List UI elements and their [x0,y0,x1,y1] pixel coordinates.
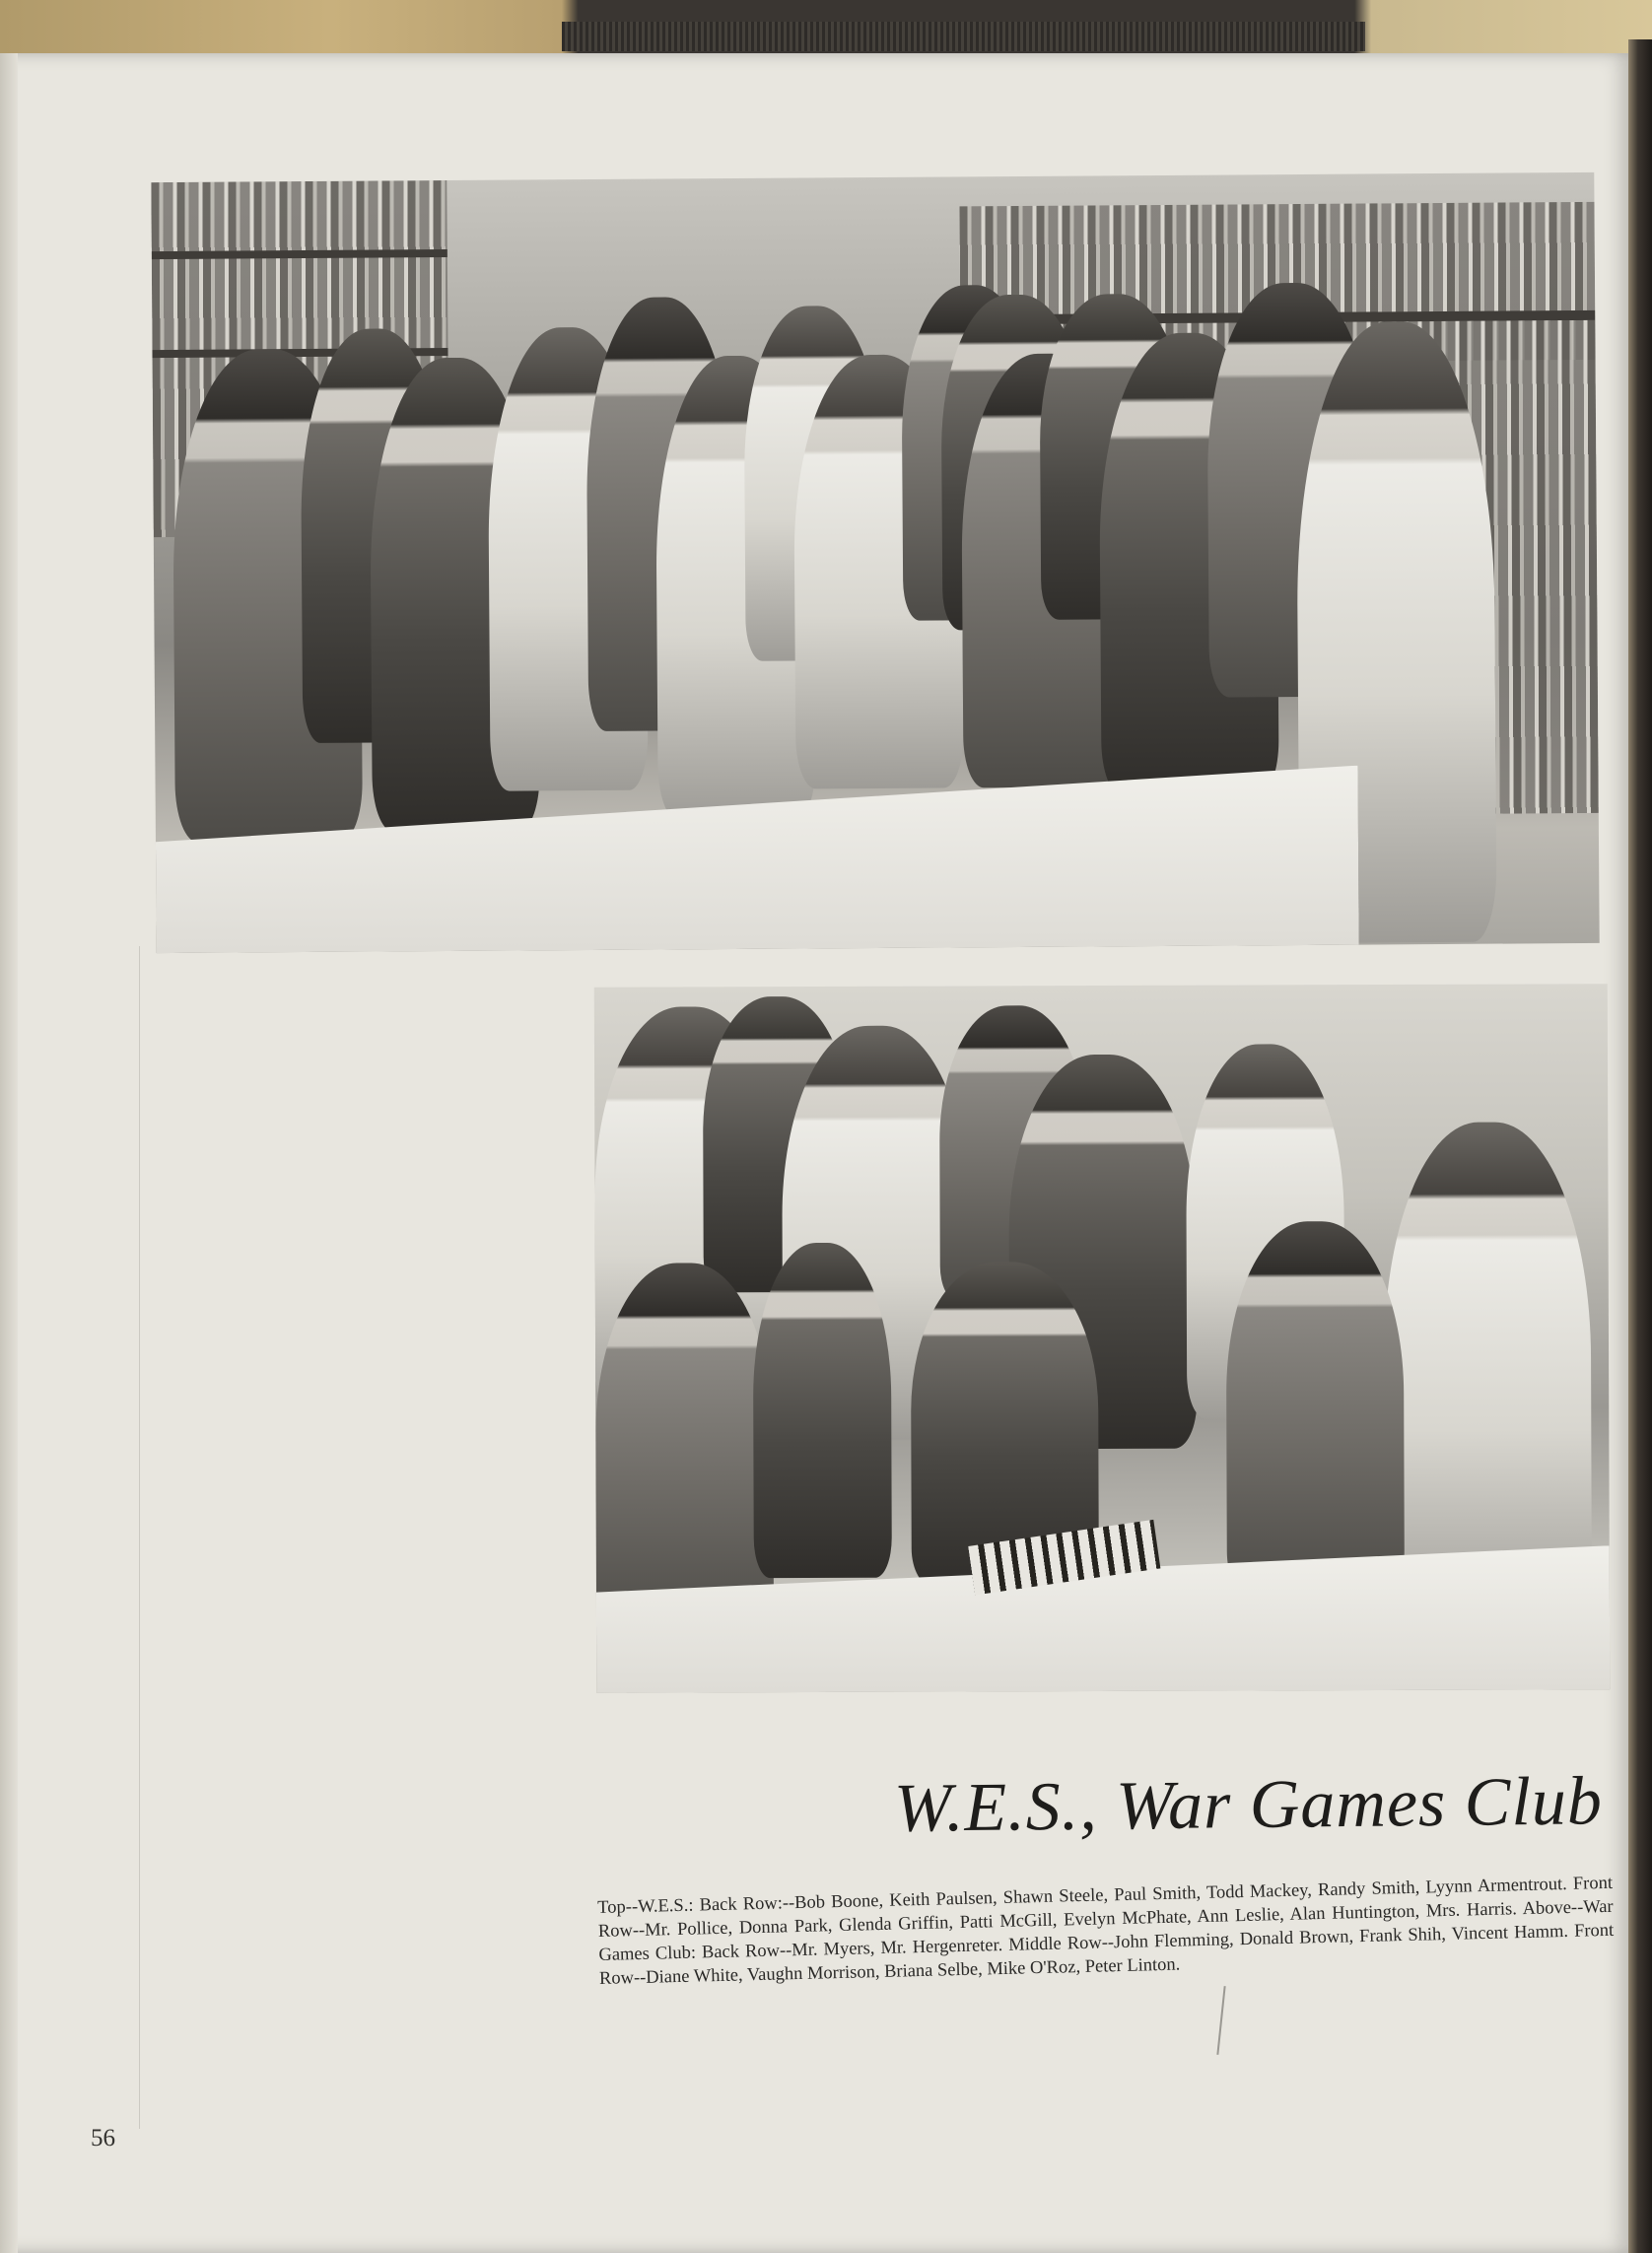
page-edge [0,53,18,2253]
binding-stripe [562,22,1365,51]
page-title: W.E.S., War Games Club [893,1763,1604,1847]
page-number: 56 [91,2125,115,2151]
page-crease [139,946,140,2129]
person [595,1263,774,1638]
book-spine-edge [1628,39,1652,2253]
book-binding [0,0,1652,57]
photo-caption: Top--W.E.S.: Back Row:--Bob Boone, Keith Paulsen, Shawn Steele, Paul Smith, Todd Mackey, Randy Smith, Lyynn Armentrout. Front Row--Mr. Pollice, Donna Park, Glenda Griffin, Patti McGill, Evelyn McPhate, Ann Leslie, Alan Huntington, Mrs. Harris. Above--War Games Club: Back Row--Mr. Myers, Mr. Hergenreter. Middle Row--John Flemming, Donald Brown, Frank Shih, Vincent Hamm. Front Row--Diane White, Vaughn Morrison, Briana Selbe, Mike O'Roz, Peter Linton. [597,1873,1615,1989]
war-games-club-photo [594,984,1610,1693]
person [753,1243,892,1578]
wes-group-photo [151,172,1599,953]
person [1226,1221,1405,1597]
